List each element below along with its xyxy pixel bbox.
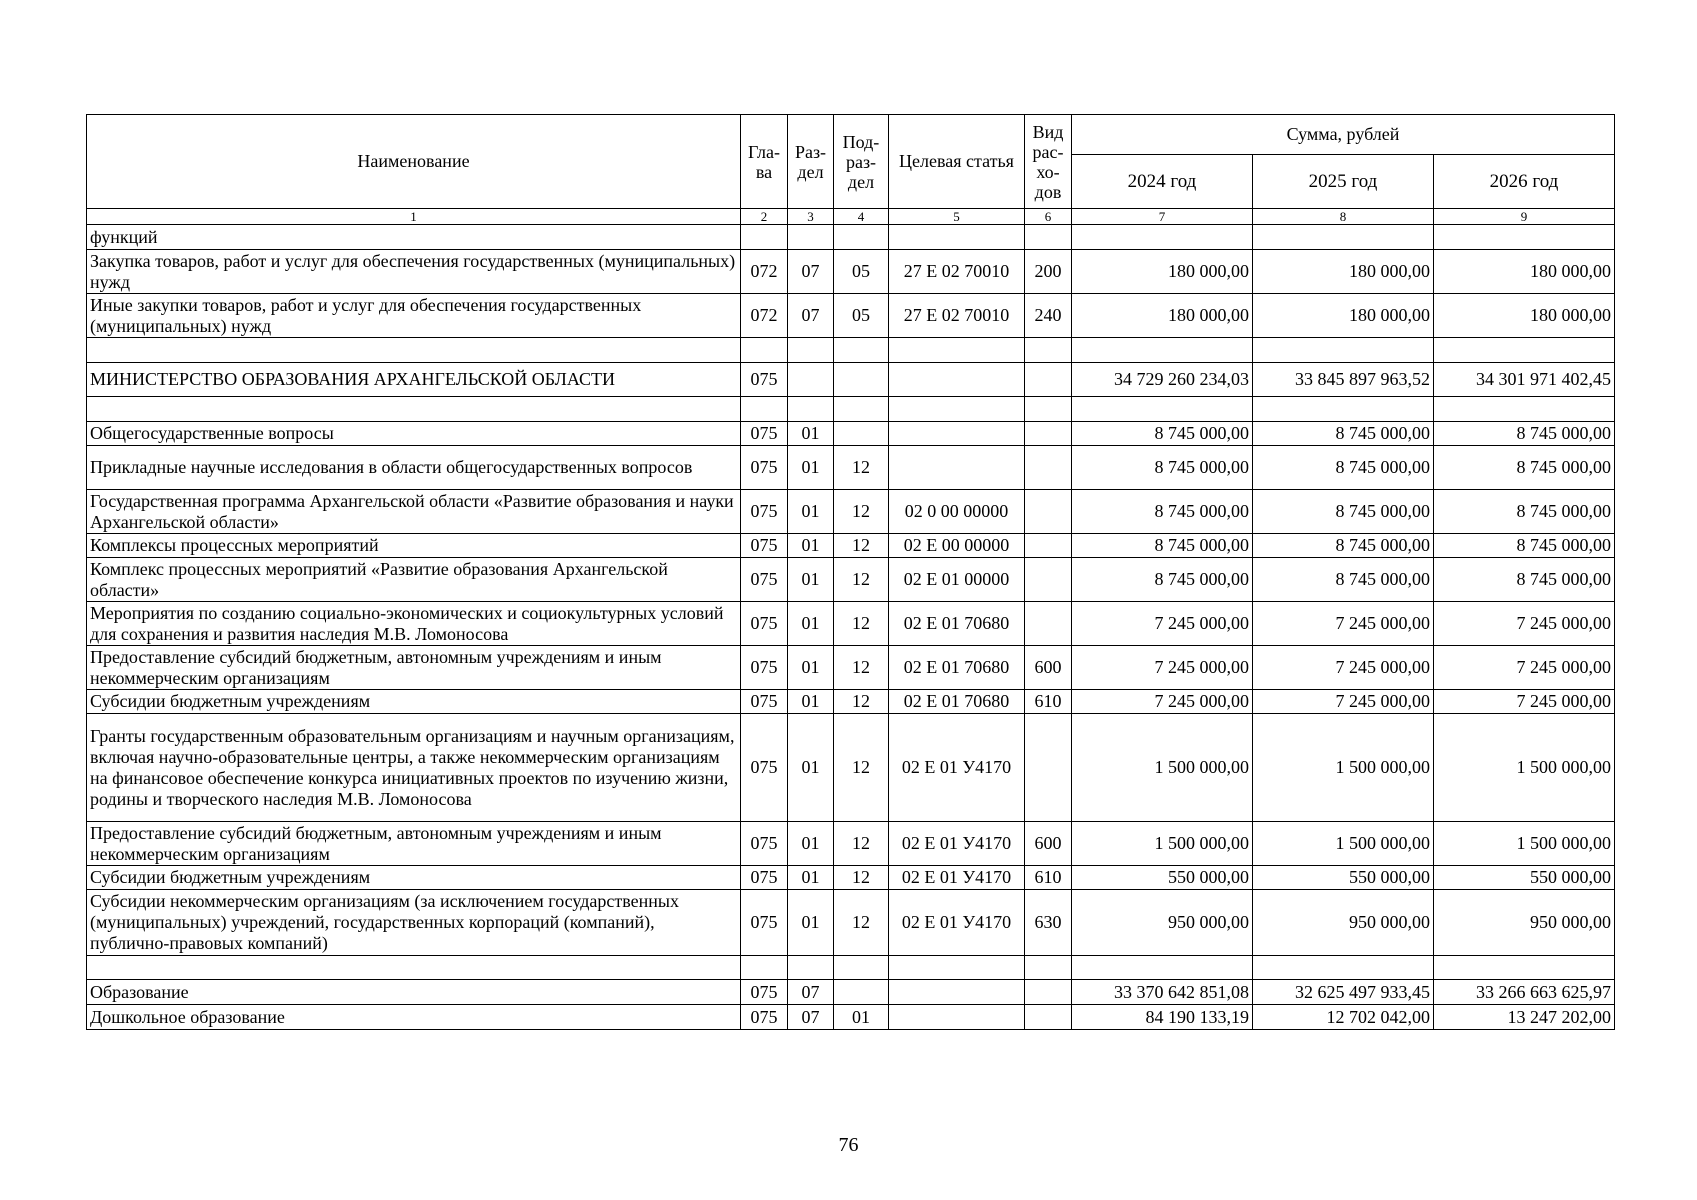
table-row [87,980,1615,1005]
cell-glava [741,338,788,363]
cell-glava: 075 [741,822,788,866]
cell-statya [889,363,1025,397]
cell-sum-2025: 950 000,00 [1253,890,1434,956]
cell-glava: 075 [741,690,788,714]
cell-statya [889,397,1025,422]
cell-name: Предоставление субсидий бюджетным, автономным учреждениям и иным некоммерческим организациям [87,822,741,866]
cell-sum-2025 [1253,956,1434,980]
table-row [87,363,1615,397]
cell-sum-2026: 8 745 000,00 [1434,558,1615,602]
cell-razdel: 01 [788,714,834,822]
header-year-2025: 2025 год [1253,155,1434,209]
cell-razdel: 01 [788,866,834,890]
cell-glava: 075 [741,602,788,646]
cell-sum-2024: 180 000,00 [1072,294,1253,338]
cell-statya: 02 Е 01 У4170 [889,822,1025,866]
cell-sum-2026 [1434,338,1615,363]
cell-name: Мероприятия по созданию социально-экономических и социокультурных условий для сохранения и развития наследия М.В. Ломоносова [87,602,741,646]
cell-razdel: 07 [788,294,834,338]
table-row [87,1005,1615,1030]
column-number: 3 [788,209,834,225]
cell-podrazdel: 12 [834,646,889,690]
cell-statya: 02 Е 01 У4170 [889,866,1025,890]
cell-podrazdel: 05 [834,294,889,338]
cell-vid [1025,446,1072,490]
cell-podrazdel: 12 [834,890,889,956]
cell-statya [889,956,1025,980]
cell-sum-2026: 1 500 000,00 [1434,714,1615,822]
column-number: 7 [1072,209,1253,225]
cell-sum-2025: 1 500 000,00 [1253,714,1434,822]
cell-sum-2024: 180 000,00 [1072,250,1253,294]
cell-name: Предоставление субсидий бюджетным, автономным учреждениям и иным некоммерческим организациям [87,646,741,690]
cell-vid [1025,363,1072,397]
cell-sum-2025 [1253,225,1434,250]
cell-statya: 02 0 00 00000 [889,490,1025,534]
cell-vid [1025,980,1072,1005]
cell-name: Субсидии бюджетным учреждениям [87,690,741,714]
cell-sum-2024: 1 500 000,00 [1072,822,1253,866]
table-row [87,490,1615,534]
cell-podrazdel: 05 [834,250,889,294]
cell-vid [1025,534,1072,558]
table-row [87,890,1615,956]
cell-razdel [788,363,834,397]
cell-sum-2024: 33 370 642 851,08 [1072,980,1253,1005]
cell-sum-2024: 8 745 000,00 [1072,446,1253,490]
cell-sum-2026: 1 500 000,00 [1434,822,1615,866]
cell-name: Субсидии некоммерческим организациям (за исключением государственных (муниципальных) учреждений, государственных корпораций (компаний), публично-правовых компаний) [87,890,741,956]
header-podrazdel: Под-раз-дел [834,115,889,209]
cell-podrazdel: 12 [834,558,889,602]
cell-sum-2024 [1072,225,1253,250]
cell-sum-2026: 180 000,00 [1434,294,1615,338]
cell-glava [741,956,788,980]
cell-sum-2026: 33 266 663 625,97 [1434,980,1615,1005]
column-numbers-row [87,209,1615,225]
cell-name: Дошкольное образование [87,1005,741,1030]
cell-podrazdel [834,338,889,363]
cell-podrazdel [834,225,889,250]
cell-sum-2026: 8 745 000,00 [1434,534,1615,558]
cell-sum-2024: 84 190 133,19 [1072,1005,1253,1030]
cell-sum-2024: 7 245 000,00 [1072,646,1253,690]
cell-sum-2026: 7 245 000,00 [1434,602,1615,646]
cell-glava: 072 [741,294,788,338]
cell-sum-2025 [1253,338,1434,363]
cell-podrazdel [834,956,889,980]
cell-razdel: 01 [788,490,834,534]
table-row [87,602,1615,646]
header-statya: Целевая статья [889,115,1025,209]
cell-glava: 075 [741,980,788,1005]
cell-podrazdel [834,397,889,422]
table-row [87,534,1615,558]
cell-sum-2026: 180 000,00 [1434,250,1615,294]
cell-vid: 200 [1025,250,1072,294]
cell-razdel [788,397,834,422]
cell-vid: 630 [1025,890,1072,956]
cell-sum-2024 [1072,397,1253,422]
cell-sum-2024: 34 729 260 234,03 [1072,363,1253,397]
cell-statya: 27 Е 02 70010 [889,250,1025,294]
cell-statya: 02 Е 01 70680 [889,690,1025,714]
cell-sum-2026 [1434,397,1615,422]
cell-vid: 610 [1025,866,1072,890]
cell-statya [889,338,1025,363]
cell-vid [1025,1005,1072,1030]
cell-podrazdel: 12 [834,690,889,714]
cell-glava: 075 [741,422,788,446]
cell-vid [1025,714,1072,822]
cell-name: Закупка товаров, работ и услуг для обеспечения государственных (муниципальных) нужд [87,250,741,294]
cell-statya: 02 Е 01 70680 [889,602,1025,646]
cell-glava: 075 [741,558,788,602]
cell-statya: 02 Е 01 У4170 [889,890,1025,956]
cell-sum-2025: 8 745 000,00 [1253,490,1434,534]
cell-podrazdel [834,980,889,1005]
cell-glava [741,397,788,422]
cell-statya: 02 Е 01 00000 [889,558,1025,602]
cell-vid [1025,338,1072,363]
budget-table [86,114,1615,1030]
cell-razdel: 01 [788,446,834,490]
cell-glava: 075 [741,890,788,956]
cell-sum-2025 [1253,397,1434,422]
cell-sum-2026: 550 000,00 [1434,866,1615,890]
cell-sum-2026: 7 245 000,00 [1434,646,1615,690]
cell-razdel [788,338,834,363]
cell-name: Субсидии бюджетным учреждениям [87,866,741,890]
cell-podrazdel: 01 [834,1005,889,1030]
cell-sum-2026: 950 000,00 [1434,890,1615,956]
cell-vid [1025,602,1072,646]
cell-name: Иные закупки товаров, работ и услуг для обеспечения государственных (муниципальных) нужд [87,294,741,338]
cell-razdel: 01 [788,602,834,646]
cell-sum-2025: 32 625 497 933,45 [1253,980,1434,1005]
cell-podrazdel: 12 [834,822,889,866]
table-row [87,294,1615,338]
cell-glava: 075 [741,714,788,822]
cell-vid [1025,225,1072,250]
cell-name: Гранты государственным образовательным организациям и научным организациям, включая научно-образовательные центры, а также некоммерческим организациям на финансовое обеспечение конкурса инициативных проектов по изучению жизни, родины и творческого наследия М.В. Ломоносова [87,714,741,822]
cell-glava: 075 [741,363,788,397]
cell-razdel: 01 [788,690,834,714]
cell-sum-2026: 8 745 000,00 [1434,490,1615,534]
cell-razdel: 01 [788,822,834,866]
header-glava: Гла-ва [741,115,788,209]
header-name: Наименование [87,115,741,209]
cell-sum-2026 [1434,956,1615,980]
column-number: 6 [1025,209,1072,225]
cell-sum-2026: 7 245 000,00 [1434,690,1615,714]
cell-sum-2024 [1072,338,1253,363]
page-number: 76 [838,1134,859,1156]
cell-glava [741,225,788,250]
cell-name [87,338,741,363]
cell-name: Комплекс процессных мероприятий «Развитие образования Архангельской области» [87,558,741,602]
cell-sum-2024: 8 745 000,00 [1072,422,1253,446]
cell-name [87,397,741,422]
cell-sum-2026: 8 745 000,00 [1434,446,1615,490]
cell-razdel: 01 [788,534,834,558]
table-row [87,956,1615,980]
table-row [87,338,1615,363]
cell-podrazdel: 12 [834,534,889,558]
cell-sum-2025: 1 500 000,00 [1253,822,1434,866]
cell-statya: 02 Е 01 70680 [889,646,1025,690]
column-number: 5 [889,209,1025,225]
cell-vid: 610 [1025,690,1072,714]
table-row [87,558,1615,602]
cell-sum-2025: 12 702 042,00 [1253,1005,1434,1030]
cell-sum-2025: 180 000,00 [1253,250,1434,294]
cell-sum-2026 [1434,225,1615,250]
cell-sum-2024: 950 000,00 [1072,890,1253,956]
cell-statya [889,422,1025,446]
header-year-2024: 2024 год [1072,155,1253,209]
table-body [87,225,1615,1030]
cell-podrazdel [834,422,889,446]
cell-sum-2024: 550 000,00 [1072,866,1253,890]
cell-sum-2024: 8 745 000,00 [1072,490,1253,534]
cell-glava: 075 [741,646,788,690]
table-row [87,646,1615,690]
cell-name: Прикладные научные исследования в области общегосударственных вопросов [87,446,741,490]
cell-sum-2026: 13 247 202,00 [1434,1005,1615,1030]
cell-statya [889,1005,1025,1030]
cell-razdel: 07 [788,980,834,1005]
cell-glava: 075 [741,534,788,558]
column-number: 1 [87,209,741,225]
cell-sum-2024: 7 245 000,00 [1072,690,1253,714]
cell-vid: 600 [1025,646,1072,690]
cell-sum-2024: 8 745 000,00 [1072,534,1253,558]
cell-statya [889,980,1025,1005]
cell-name: Общегосударственные вопросы [87,422,741,446]
cell-podrazdel: 12 [834,714,889,822]
cell-vid [1025,956,1072,980]
cell-name: Государственная программа Архангельской области «Развитие образования и науки Архангельской области» [87,490,741,534]
cell-glava: 075 [741,1005,788,1030]
column-number: 2 [741,209,788,225]
cell-vid [1025,558,1072,602]
cell-razdel: 01 [788,890,834,956]
cell-sum-2024: 1 500 000,00 [1072,714,1253,822]
cell-sum-2025: 8 745 000,00 [1253,558,1434,602]
cell-vid [1025,422,1072,446]
cell-sum-2025: 33 845 897 963,52 [1253,363,1434,397]
cell-sum-2024: 8 745 000,00 [1072,558,1253,602]
cell-name: МИНИСТЕРСТВО ОБРАЗОВАНИЯ АРХАНГЕЛЬСКОЙ ОБЛАСТИ [87,363,741,397]
cell-sum-2025: 550 000,00 [1253,866,1434,890]
table-row [87,225,1615,250]
cell-razdel: 01 [788,646,834,690]
table-row [87,397,1615,422]
table-row [87,714,1615,822]
cell-vid: 240 [1025,294,1072,338]
cell-sum-2025: 7 245 000,00 [1253,646,1434,690]
table-row [87,250,1615,294]
cell-statya: 02 Е 00 00000 [889,534,1025,558]
table-row [87,822,1615,866]
cell-razdel: 07 [788,1005,834,1030]
cell-name: Комплексы процессных мероприятий [87,534,741,558]
cell-glava: 075 [741,490,788,534]
cell-podrazdel: 12 [834,602,889,646]
cell-sum-2025: 180 000,00 [1253,294,1434,338]
cell-sum-2024: 7 245 000,00 [1072,602,1253,646]
column-number: 9 [1434,209,1615,225]
column-number: 4 [834,209,889,225]
cell-razdel: 07 [788,250,834,294]
cell-sum-2025: 8 745 000,00 [1253,534,1434,558]
cell-razdel [788,225,834,250]
table-row [87,422,1615,446]
table-header [87,115,1615,225]
cell-name [87,956,741,980]
cell-sum-2026: 8 745 000,00 [1434,422,1615,446]
header-sum: Сумма, рублей [1072,115,1615,155]
cell-name: Образование [87,980,741,1005]
table-row [87,866,1615,890]
cell-statya: 02 Е 01 У4170 [889,714,1025,822]
cell-statya [889,446,1025,490]
cell-glava: 075 [741,866,788,890]
cell-podrazdel: 12 [834,446,889,490]
cell-podrazdel: 12 [834,490,889,534]
cell-statya [889,225,1025,250]
cell-sum-2024 [1072,956,1253,980]
cell-podrazdel: 12 [834,866,889,890]
header-razdel: Раз-дел [788,115,834,209]
cell-glava: 072 [741,250,788,294]
cell-statya: 27 Е 02 70010 [889,294,1025,338]
cell-sum-2025: 8 745 000,00 [1253,422,1434,446]
cell-razdel: 01 [788,422,834,446]
cell-vid [1025,490,1072,534]
cell-podrazdel [834,363,889,397]
cell-name: функций [87,225,741,250]
cell-sum-2025: 7 245 000,00 [1253,690,1434,714]
table-row [87,690,1615,714]
header-year-2026: 2026 год [1434,155,1615,209]
cell-sum-2025: 7 245 000,00 [1253,602,1434,646]
cell-razdel [788,956,834,980]
column-number: 8 [1253,209,1434,225]
header-vid: Вид рас-хо-дов [1025,115,1072,209]
cell-vid: 600 [1025,822,1072,866]
cell-sum-2025: 8 745 000,00 [1253,446,1434,490]
cell-sum-2026: 34 301 971 402,45 [1434,363,1615,397]
table-row [87,446,1615,490]
cell-glava: 075 [741,446,788,490]
cell-vid [1025,397,1072,422]
cell-razdel: 01 [788,558,834,602]
